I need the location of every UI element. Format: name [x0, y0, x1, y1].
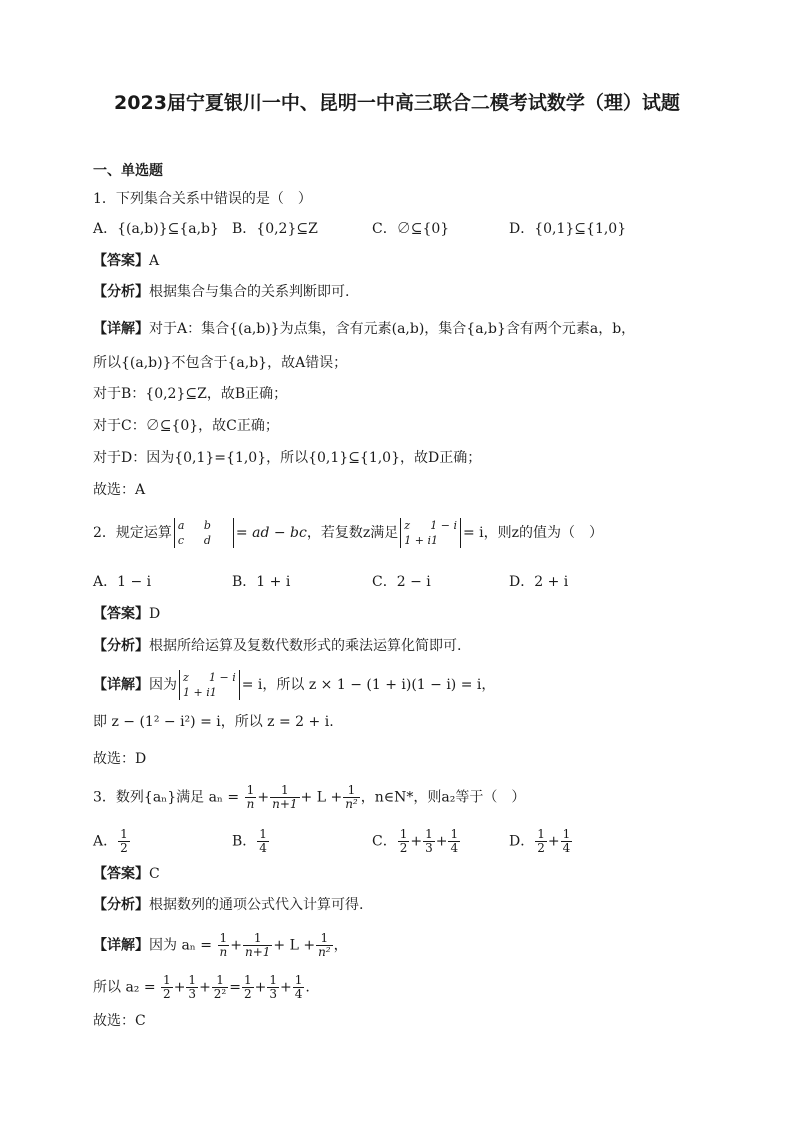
- q2-option-c: C．2 − i: [372, 574, 431, 590]
- choose-label: 故选：: [93, 751, 135, 767]
- q2-choose-row: [93, 750, 146, 768]
- q2-choose: D: [135, 751, 147, 767]
- q3-option-b-label: B．: [232, 833, 257, 850]
- det-cell: 1 − i: [209, 671, 236, 684]
- q1-option-c: C．∅⊆{0}: [372, 221, 450, 237]
- fraction-1-over-n: $\frac{1}{n}$: [246, 783, 255, 811]
- det-cell: 1 − i: [430, 519, 457, 532]
- q2-option-b: B．1 + i: [232, 574, 291, 590]
- q2-answer: D: [149, 606, 161, 622]
- det-cell: 1: [209, 686, 217, 699]
- q3-answer: C: [149, 866, 160, 882]
- q3-option-c-label: C．: [372, 833, 397, 850]
- q3-analysis-row: [93, 896, 363, 914]
- page-title: 2023届宁夏银川一中、昆明一中高三联合二模考试数学（理）试题: [114, 92, 680, 114]
- q2-def-rhs: = ad − bc: [235, 525, 307, 541]
- q2-detail-determinant: [179, 670, 240, 700]
- q1-answer: A: [149, 253, 160, 269]
- q3-option-b: B． $\frac{1}{4}$: [232, 827, 267, 855]
- q3-detail-a: 因为 aₙ =: [149, 937, 213, 954]
- q2-answer-row: [93, 605, 160, 623]
- q3-choose: C: [135, 1013, 146, 1029]
- q3-option-d-label: D．: [509, 833, 535, 850]
- choose-label: 故选：: [93, 482, 135, 498]
- fraction-1-over-n-squared: $\frac{1}{\text{n²}}$: [345, 783, 358, 811]
- q1-detail-row-5: 对于D：因为{0,1}={1,0}，所以{0,1}⊆{1,0}，故D正确；: [93, 450, 482, 466]
- q1-choose: A: [135, 482, 146, 498]
- q3-option-d: D． $\frac{1}{2}$ + $\frac{1}{4}$: [509, 827, 571, 855]
- q3-stem-a: 3．数列{aₙ}满足 aₙ =: [93, 789, 240, 806]
- section-heading: 一、单选题: [93, 163, 163, 179]
- det-cell: z: [183, 671, 189, 684]
- choose-label: 故选：: [93, 1013, 135, 1029]
- q3-analysis: 根据数列的通项公式代入计算可得.: [149, 897, 364, 913]
- q3-detail-row-2: 所以 a₂ = $\frac{1}{2}$ + $\frac{1}{3}$ + $\frac{1}{\text{2²}}$ = $\frac{1}{2}$ + $\frac{1}{3}$ + $\frac{1}{4}$ .: [93, 973, 310, 1001]
- q1-option-a: A．{(a,b)}⊆{a,b}: [93, 221, 219, 237]
- fraction-1-over-n-plus-1: $\frac{1}{n+1}$: [272, 783, 298, 811]
- answer-label: 【答案】: [93, 606, 149, 622]
- q3-option-a-label: A．: [93, 833, 118, 850]
- q3-stem-b: + L +: [300, 789, 343, 806]
- analysis-label: 【分析】: [93, 284, 149, 300]
- q2-analysis-row: [93, 637, 461, 655]
- det-cell: 1: [430, 534, 438, 547]
- q2-analysis: 根据所给运算及复数代数形式的乘法运算化简即可.: [149, 638, 462, 654]
- q3-stem-c: ，n∈N*，则a₂等于（ ）: [360, 789, 526, 806]
- q1-detail-row-1: [93, 320, 635, 338]
- q1-detail-1: 对于A：集合{(a,b)}为点集，含有元素(a,b)，集合{a,b}含有两个元素a，b，: [149, 321, 636, 337]
- q2-detail-row-2: 即 z − (1² − i²) = i，所以 z = 2 + i.: [93, 714, 334, 730]
- q1-option-d: D．{0,1}⊆{1,0}: [509, 221, 627, 237]
- det-cell: b: [203, 519, 211, 532]
- q2-detail-b: = i，所以 z × 1 − (1 + i)(1 − i) = i，: [241, 677, 496, 693]
- question-1-stem: 1．下列集合关系中错误的是（ ）: [93, 191, 312, 207]
- q3-option-c: C． $\frac{1}{2}$ + $\frac{1}{3}$ + $\frac{1}{4}$: [372, 827, 459, 855]
- detail-label: 【详解】: [93, 677, 149, 693]
- question-2-stem: [93, 518, 603, 548]
- q2-definition-determinant: [174, 518, 234, 548]
- q2-detail-row-1: [93, 670, 495, 700]
- analysis-label: 【分析】: [93, 638, 149, 654]
- q1-detail-row-2: 所以{(a,b)}不包含于{a,b}，故A错误；: [93, 355, 348, 371]
- det-cell: 1 + i: [183, 686, 210, 699]
- det-cell: d: [203, 534, 211, 547]
- q1-choose-row: [93, 481, 145, 499]
- q1-option-b: B．{0,2}⊆Z: [232, 221, 318, 237]
- answer-label: 【答案】: [93, 866, 149, 882]
- q2-stem-b: ，若复数z满足: [306, 525, 399, 541]
- q3-option-a: A． $\frac{1}{2}$: [93, 827, 128, 855]
- q3-detail-row-1: 【详解】因为 aₙ = $\frac{1}{n}$ + $\frac{1}{n+1}$ + L + $\frac{1}{\text{n²}}$ ，: [93, 931, 348, 959]
- q2-stem-a: 2．规定运算: [93, 525, 172, 541]
- q1-detail-row-4: 对于C：∅⊆{0}，故C正确；: [93, 418, 279, 434]
- q2-stem-c: = i，则z的值为（ ）: [462, 525, 604, 541]
- det-cell: a: [177, 519, 185, 532]
- question-3-stem: 3．数列{aₙ}满足 aₙ = $\frac{1}{n}$ + $\frac{1}{n+1}$ + L + $\frac{1}{\text{n²}}$ ，n∈N*，则a₂等于（ ）: [93, 783, 526, 811]
- q2-detail-a: 因为: [149, 677, 177, 693]
- det-cell: z: [404, 519, 411, 532]
- detail-label: 【详解】: [93, 937, 149, 954]
- q2-option-a: A．1 − i: [93, 574, 152, 590]
- q3-detail-b: 所以 a₂ =: [93, 979, 156, 996]
- q1-answer-row: [93, 252, 159, 270]
- det-cell: c: [177, 534, 185, 547]
- detail-label: 【详解】: [93, 321, 149, 337]
- q1-analysis: 根据集合与集合的关系判断即可.: [149, 284, 350, 300]
- det-cell: 1 + i: [404, 534, 431, 547]
- q1-analysis-row: [93, 283, 349, 301]
- q3-answer-row: [93, 865, 160, 883]
- analysis-label: 【分析】: [93, 897, 149, 913]
- q2-option-d: D．2 + i: [509, 574, 569, 590]
- q1-detail-row-3: 对于B：{0,2}⊆Z，故B正确；: [93, 386, 288, 402]
- answer-label: 【答案】: [93, 253, 149, 269]
- q2-z-determinant: [400, 518, 461, 548]
- q3-choose-row: [93, 1012, 146, 1030]
